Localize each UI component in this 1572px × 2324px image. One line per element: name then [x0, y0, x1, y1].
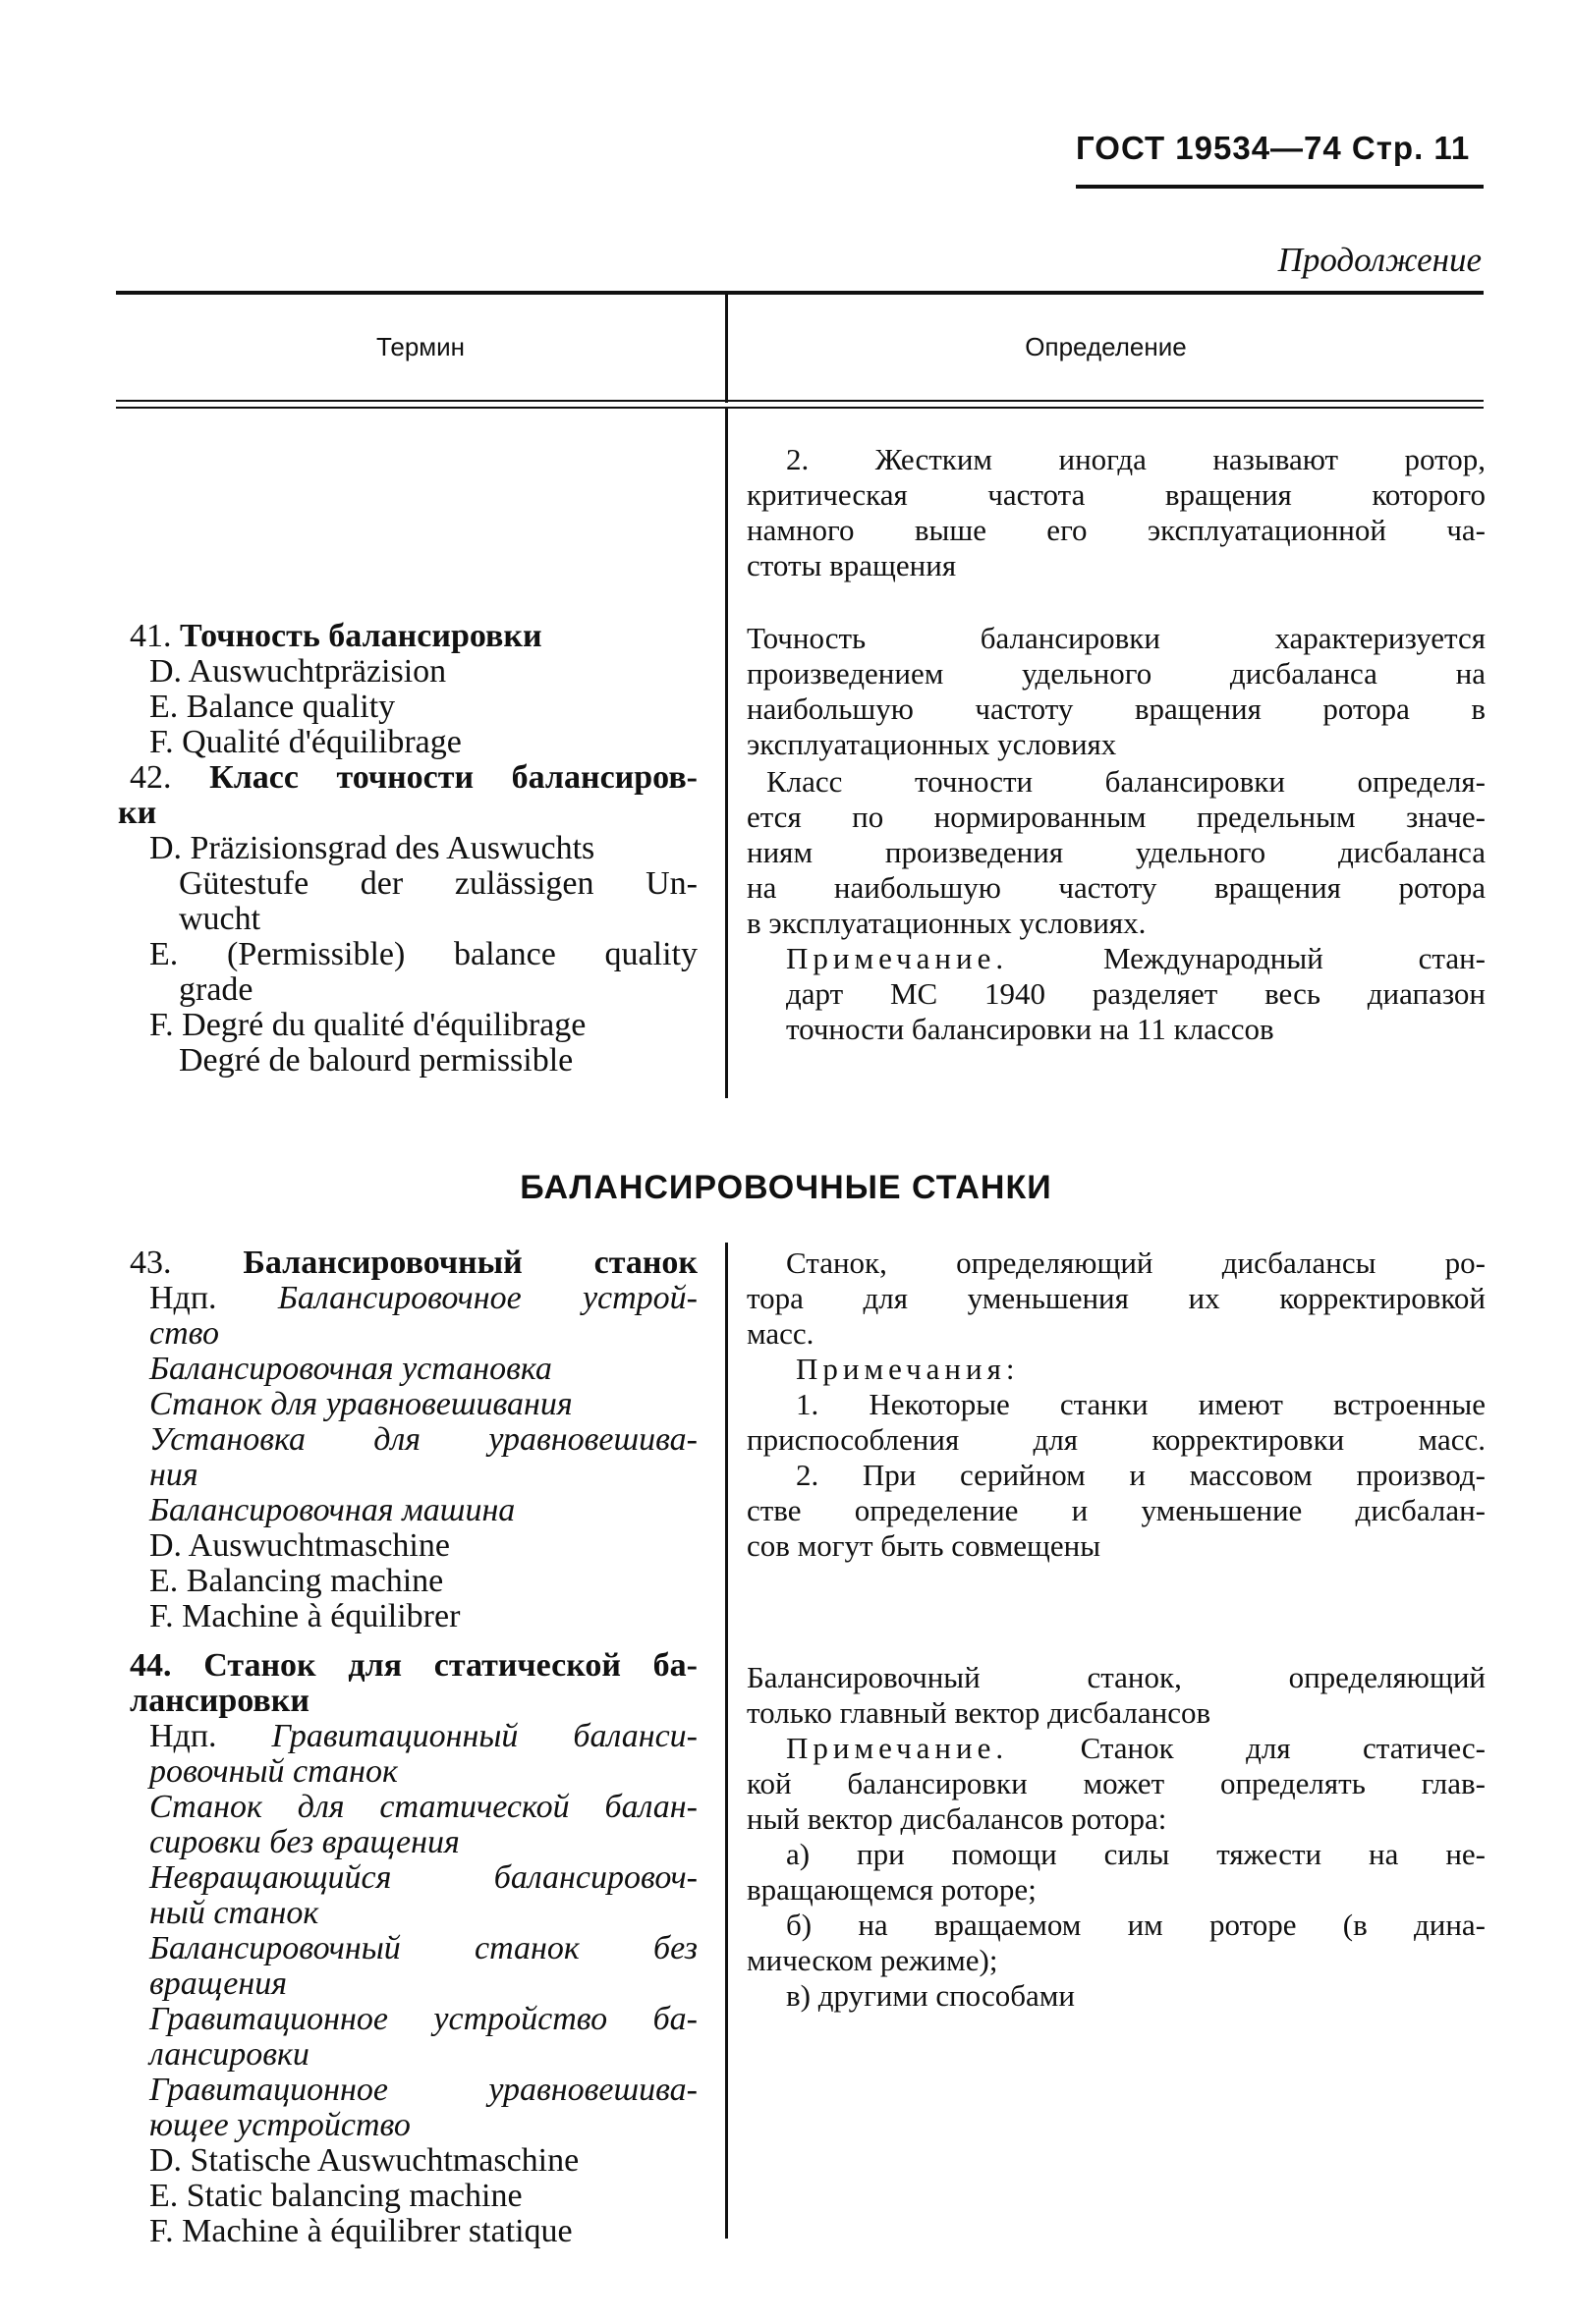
- term-41-title: Точность балансировки: [180, 618, 542, 654]
- document-code: ГОСТ 19534—74 Стр. 11: [1076, 130, 1471, 166]
- term-44: 44. Станок для статической ба- лансировки Ндп. Гравитационный баланси- ровочный станок Станок для статической балан- сировки без вращения Невращающийся балансировоч- ный станок Балансировочный станок без вращения Гравитационное устройство ба- лансировки Гравитационное уравновешива- ющее устройство D. Statische Auswuchtmaschine E. Static balancing machine F. Machine à équilibrer statique: [130, 1647, 698, 2249]
- column-divider-block2: [725, 1243, 728, 2239]
- term-42-title: Класс точности балансиров-: [209, 759, 698, 796]
- term-41: 41. Точность балансировки D. Auswuchtpräzision E. Balance quality F. Qualité d'équilibrage: [130, 618, 542, 760]
- definition-43: Станок, определяющий дисбалансы ро- тора для уменьшения их корректировкой масс. Примечания: 1. Некоторые станки имеют встроенные приспособления для корректировки масс. 2. При серийном и массовом производ- стве определение и уменьшение дисбалан- сов могут быть совмещены: [747, 1245, 1486, 1563]
- term-44-title: 44. Станок для статической ба-: [130, 1647, 698, 1684]
- term-42: 42. Класс точности балансиров- ки D. Präzisionsgrad des Auswuchts Gütestufe der zulässigen Un- wucht E. (Permissible) balance quality grade F. Degré du qualité d'équilibrage Degré de balourd permissible: [118, 759, 698, 1079]
- column-divider-header: [725, 293, 728, 403]
- note-label: Примечание.: [786, 1731, 1009, 1765]
- column-divider-block1: [725, 409, 728, 1098]
- table-top-rule: [116, 291, 1484, 295]
- definition-41: Точность балансировки характеризуется произведением удельного дисбаланса на наибольшую частоту вращения ротора в эксплуатационных условиях: [747, 621, 1486, 761]
- term-43: 43. Балансировочный станок Ндп. Балансировочное устрой- ство Балансировочная установка Станок для уравновешивания Установка для уравновешива- ния Балансировочная машина D. Auswuchtmaschine E. Balancing machine F. Machine à équilibrer: [130, 1245, 699, 1634]
- definition-42: Класс точности балансировки определя- ется по нормированным предельным значе- ниям произведения удельного дисбаланса на наибольшую частоту вращения ротора в эксплуатационных условиях. Примечание. Международный стан- дарт МС 1940 разделяет весь диапазон точности балансировки на 11 классов: [747, 764, 1487, 1046]
- note-label: Примечание.: [786, 941, 1009, 975]
- table-header-rule-1: [116, 400, 1484, 402]
- header-underline: [1076, 185, 1484, 189]
- definition-44: Балансировочный станок, определяющий только главный вектор дисбалансов Примечание. Станок для статичес- кой балансировки может определять глав- ный вектор дисбалансов ротора: а) при помощи силы тяжести на не- вращающемся роторе; б) на вращаемом им роторе (в дина- мическом режиме); в) другими способами: [747, 1660, 1487, 2013]
- term-43-title: Балансировочный станок: [243, 1245, 698, 1281]
- table-header-rule-2: [116, 407, 1484, 409]
- continuation-label: Продолжение: [1277, 241, 1482, 279]
- column-header-term: Термин: [375, 332, 466, 361]
- definition-note-rigid-rotor: 2. Жестким иногда называют ротор, критическая частота вращения которого намного выше его эксплуатационной ча- стоты вращения: [747, 442, 1486, 582]
- column-header-definition: Определение: [1025, 332, 1187, 361]
- notes-label: Примечания:: [796, 1352, 1020, 1386]
- section-title: БАЛАНСИРОВОЧНЫЕ СТАНКИ: [520, 1169, 1052, 1206]
